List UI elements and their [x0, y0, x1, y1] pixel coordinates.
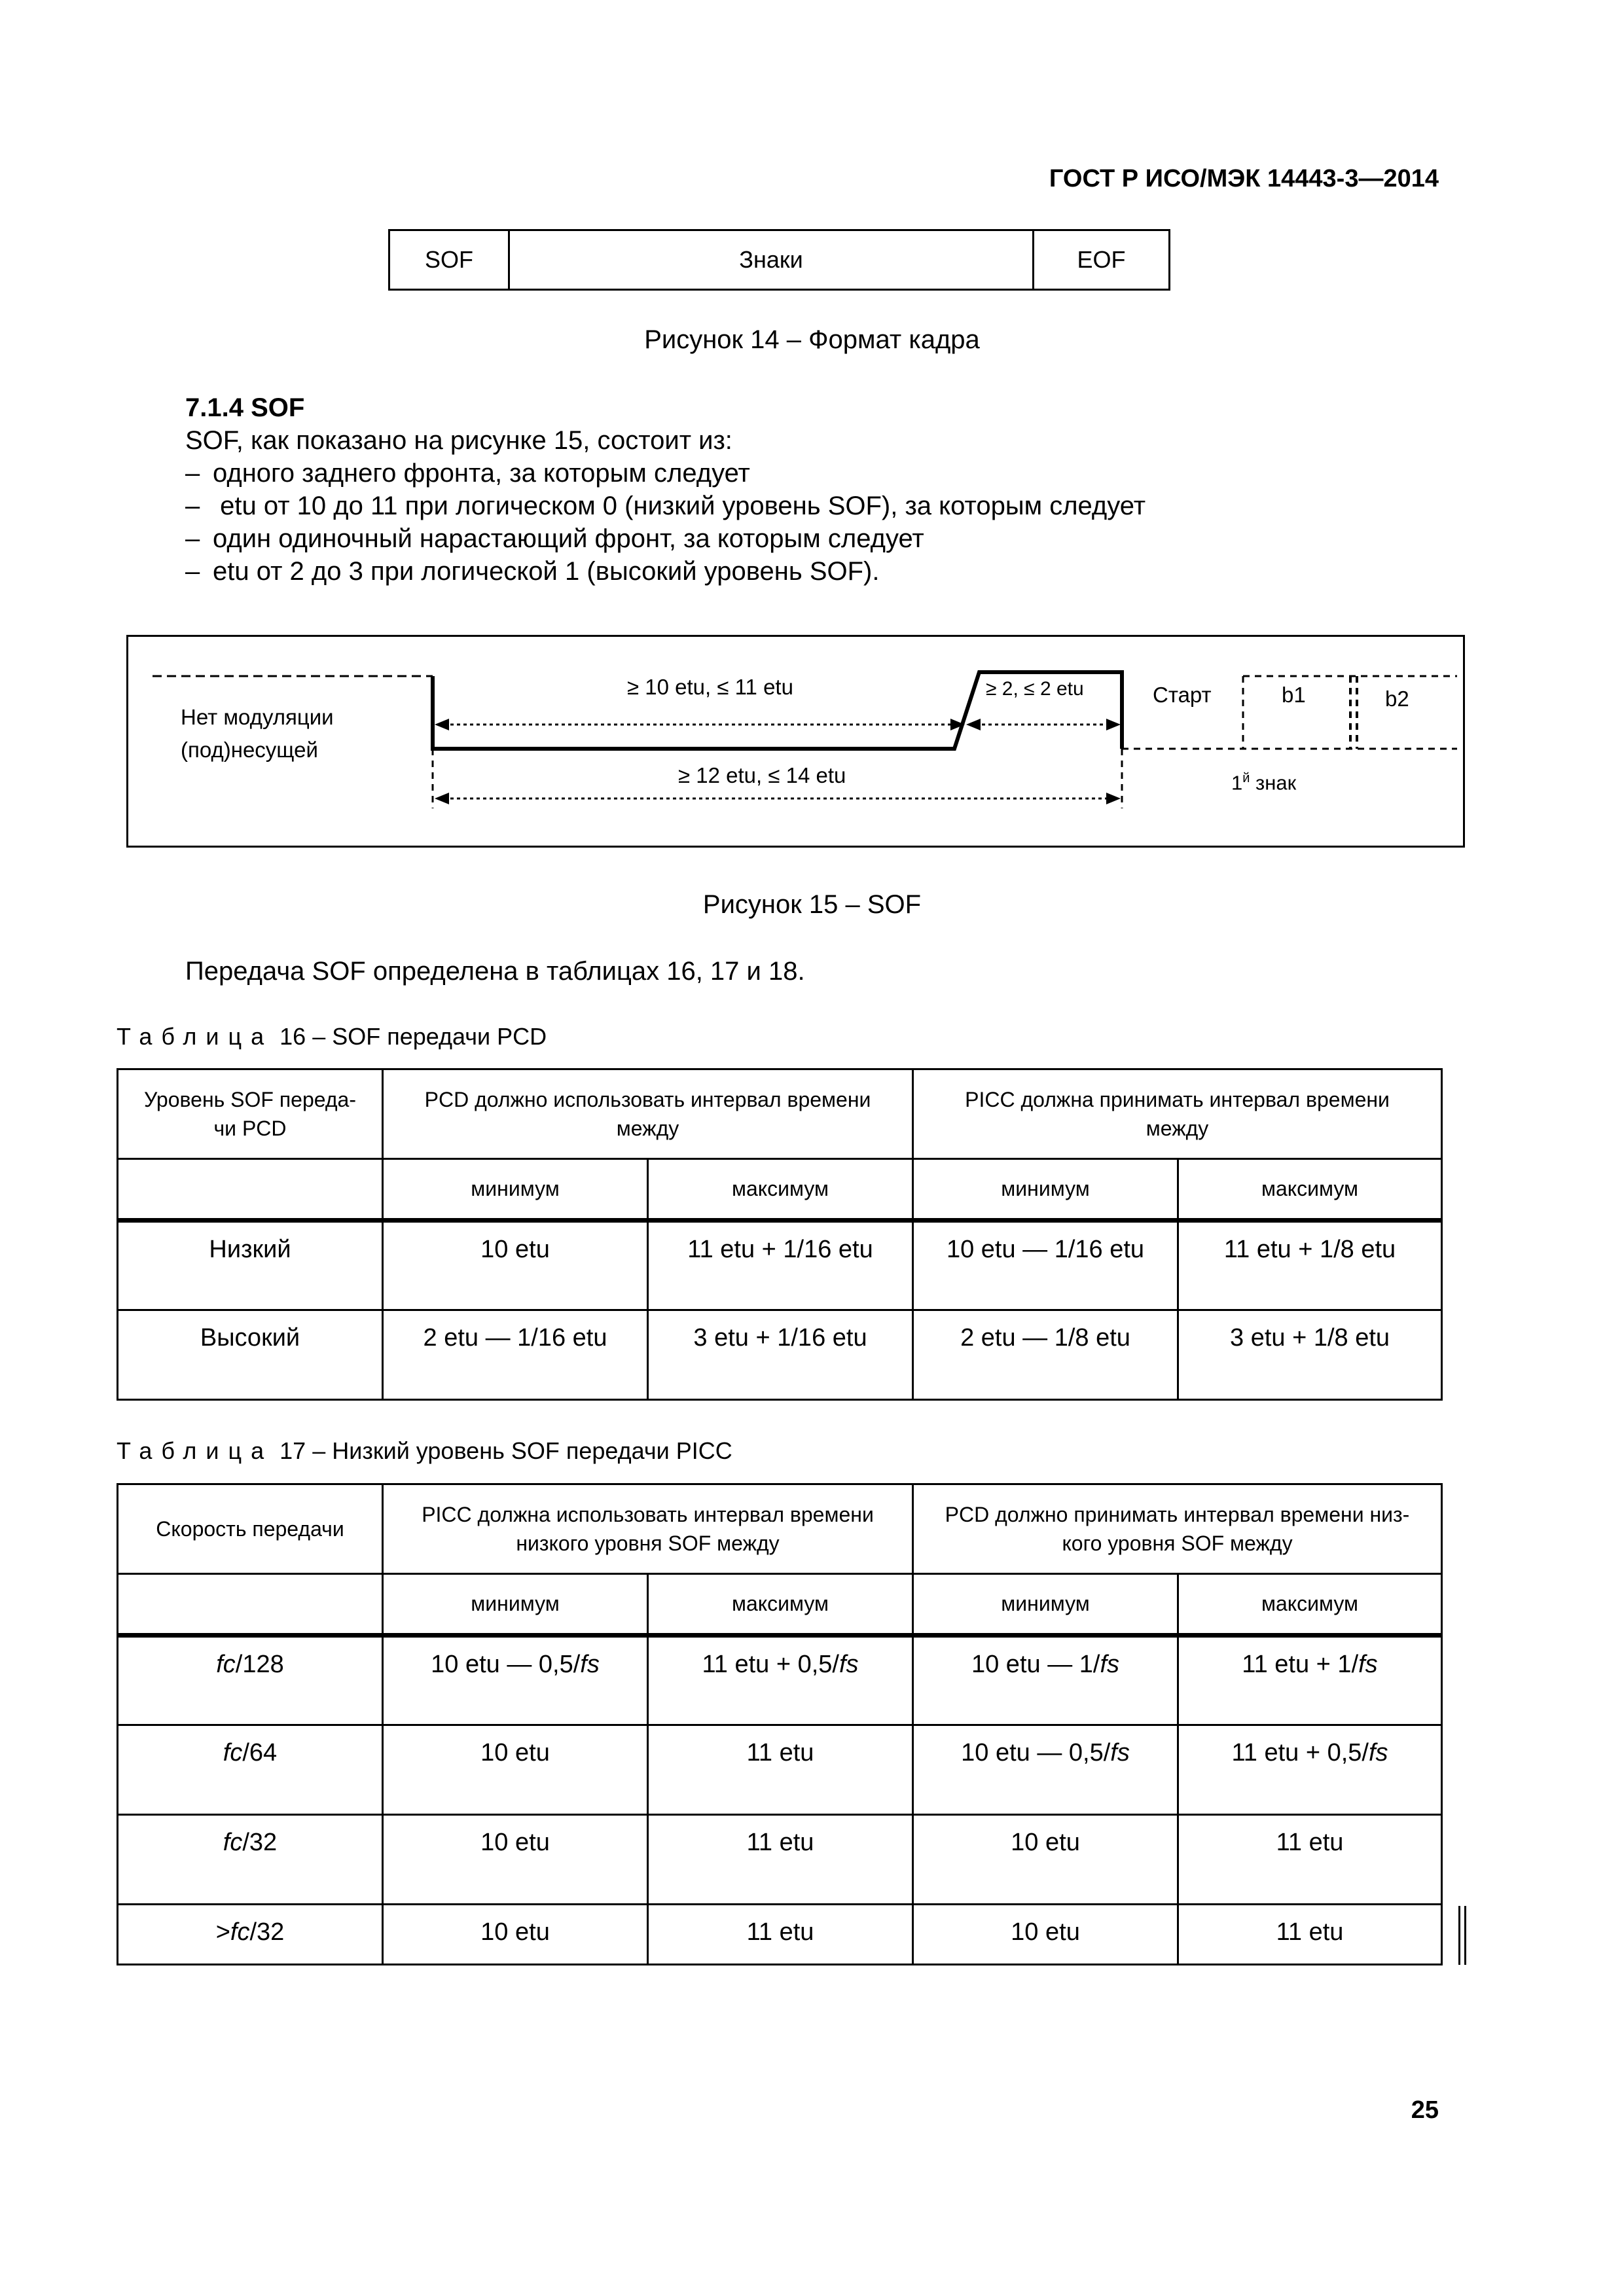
table-row — [118, 1636, 1442, 1725]
table-header: PICC должна использовать интервал времени низкого уровня SOF между — [383, 1484, 913, 1574]
table-row — [118, 1221, 1442, 1310]
sof-timing-diagram — [126, 635, 1465, 848]
frame-cell-sof: SOF — [390, 231, 510, 289]
table-cell: 11 etu + 0,5/fs — [1178, 1725, 1442, 1815]
table-cell: 10 etu — [383, 1221, 648, 1310]
table-subheader: максимум — [1178, 1574, 1442, 1636]
low-range-label: ≥ 10 etu, ≤ 11 etu — [627, 675, 793, 699]
frame-cell-eof: EOF — [1077, 246, 1126, 273]
table17-caption: Таблица 17 – Низкий уровень SOF передачи PICC — [117, 1437, 732, 1464]
table-row — [118, 1815, 1442, 1905]
table-subheader: максимум — [1178, 1159, 1442, 1221]
page-number: 25 — [1411, 2096, 1439, 2124]
table-cell: 11 etu — [1178, 1905, 1442, 1965]
table-subheader: максимум — [648, 1574, 913, 1636]
table-cell: 2 etu — 1/16 etu — [383, 1310, 648, 1400]
table-header: Скорость передачи — [118, 1484, 383, 1574]
bit-b1-label: b1 — [1282, 683, 1306, 707]
table17 — [117, 1483, 1443, 1965]
table-cell: fc/64 — [118, 1725, 383, 1815]
table16-caption: Таблица 16 – SOF передачи PCD — [117, 1023, 547, 1050]
table-cell: 11 etu — [648, 1905, 913, 1965]
list-item: – etu от 2 до 3 при логической 1 (высокий уровень SOF). — [185, 555, 1146, 588]
table-cell: 10 etu — [383, 1815, 648, 1905]
table-cell: Высокий — [118, 1310, 383, 1400]
table-cell: 11 etu + 1/16 etu — [648, 1221, 913, 1310]
table16 — [117, 1068, 1443, 1401]
table-cell: 11 etu + 0,5/fs — [648, 1636, 913, 1725]
table-cell: 10 etu — [913, 1905, 1178, 1965]
table-cell: 10 etu — 0,5/fs — [913, 1725, 1178, 1815]
table-cell: 11 etu — [648, 1815, 913, 1905]
table-cell: 10 etu — [383, 1725, 648, 1815]
revision-margin-mark — [1458, 1906, 1466, 1965]
table-cell: 11 etu + 1/fs — [1178, 1636, 1442, 1725]
table-header: PCD должно принимать интервал времени низ- кого уровня SOF между — [913, 1484, 1442, 1574]
table-subheader: минимум — [913, 1159, 1178, 1221]
table-subheader: максимум — [648, 1159, 913, 1221]
figure15-caption: Рисунок 15 – SOF — [702, 890, 922, 919]
table-cell: fc/128 — [118, 1636, 383, 1725]
table-header: Уровень SOF переда- чи PCD — [118, 1069, 383, 1159]
table-cell: fc/32 — [118, 1815, 383, 1905]
table-row — [118, 1725, 1442, 1815]
list-item: – одного заднего фронта, за которым следует — [185, 457, 1146, 490]
table-subheader — [118, 1159, 383, 1221]
table-cell: 10 etu — [913, 1815, 1178, 1905]
list-dash: – — [185, 557, 200, 586]
table-cell: 3 etu + 1/16 etu — [648, 1310, 913, 1400]
table-header: PCD должно использовать интервал времени между — [383, 1069, 913, 1159]
table-subheader: минимум — [913, 1574, 1178, 1636]
bit-b2-label: b2 — [1385, 687, 1409, 711]
table-header: PICC должна принимать интервал времени между — [913, 1069, 1442, 1159]
table-cell: 3 etu + 1/8 etu — [1178, 1310, 1442, 1400]
table-row — [118, 1310, 1442, 1400]
table-subheader: минимум — [383, 1159, 648, 1221]
list-dash: – — [185, 492, 200, 520]
table-cell: 11 etu — [1178, 1815, 1442, 1905]
section-intro: SOF, как показано на рисунке 15, состоит из: — [185, 426, 732, 455]
table-cell: >fc/32 — [118, 1905, 383, 1965]
frame-format-diagram — [388, 229, 1170, 291]
list-dash: – — [185, 524, 200, 553]
table-subheader: минимум — [383, 1574, 648, 1636]
section-heading: 7.1.4 SOF — [185, 393, 305, 422]
figure14-caption: Рисунок 14 – Формат кадра — [644, 325, 980, 354]
table-cell: 11 etu + 1/8 etu — [1178, 1221, 1442, 1310]
high-range-label: ≥ 2, ≤ 2 etu — [986, 678, 1084, 700]
table-row — [118, 1905, 1442, 1965]
table-cell: 10 etu — 1/16 etu — [913, 1221, 1178, 1310]
table-cell: 2 etu — 1/8 etu — [913, 1310, 1178, 1400]
document-header: ГОСТ Р ИСО/МЭК 14443-3—2014 — [1049, 165, 1439, 192]
first-char-label: $1^й$ знак — [1231, 771, 1297, 795]
total-range-label: ≥ 12 etu, ≤ 14 etu — [678, 763, 846, 787]
table-cell: 10 etu — 1/fs — [913, 1636, 1178, 1725]
no-modulation-label: Нет модуляции (под)несущей — [181, 705, 334, 762]
table-subheader — [118, 1574, 383, 1636]
table-cell: 11 etu — [648, 1725, 913, 1815]
list-item: – один одиночный нарастающий фронт, за которым следует — [185, 522, 1146, 555]
table-cell: 10 etu — 0,5/fs — [383, 1636, 648, 1725]
frame-cell-chars: Знаки — [510, 231, 1034, 289]
table-cell: 10 etu — [383, 1905, 648, 1965]
list-item: – etu от 10 до 11 при логическом 0 (низкий уровень SOF), за которым следует — [185, 490, 1146, 522]
list-dash: – — [185, 459, 200, 488]
table-cell: Низкий — [118, 1221, 383, 1310]
section-7-1-4 — [185, 391, 1146, 588]
body-paragraph: Передача SOF определена в таблицах 16, 17 и 18. — [185, 957, 805, 986]
start-label: Старт — [1153, 683, 1212, 707]
